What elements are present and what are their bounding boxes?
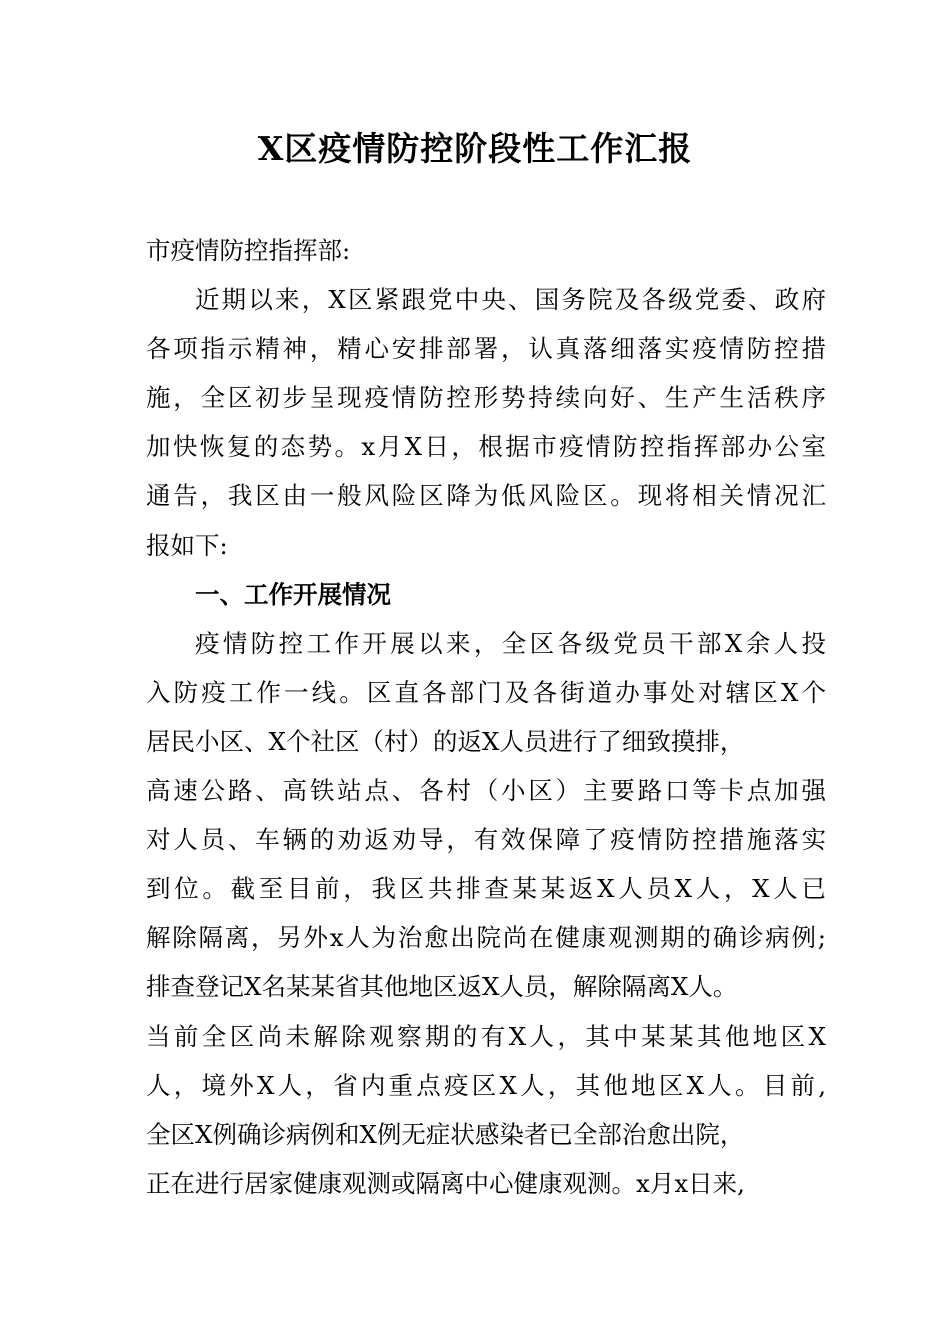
paragraph-line: 居民小区、X个社区（村）的返X人员进行了细致摸排， [146,726,745,756]
section-heading: 一、工作开展情况 [195,579,391,609]
paragraph-line: 近期以来，X区紧跟党中央、国务院及各级党委、政府 [195,285,826,315]
paragraph-line: 解除隔离，另外x人为治愈出院尚在健康观测期的确诊病例; [146,923,826,953]
paragraph-line: 排查登记X名某某省其他地区返X人员，解除隔离X人。 [146,972,738,1002]
paragraph-line: 报如下: [146,530,228,560]
paragraph-line: 人，境外X人，省内重点疫区X人，其他地区X人。目前, [146,1070,826,1100]
paragraph-line: 当前全区尚未解除观察期的有X人，其中某某其他地区X [146,1021,826,1051]
paragraph-line: 通告，我区由一般风险区降为低风险区。现将相关情况汇 [146,481,826,511]
paragraph-line: 到位。截至目前，我区共排查某某返X人员X人，X人已 [146,874,826,904]
paragraph-work-progress [146,619,826,1208]
paragraph-line: 施，全区初步呈现疫情防控形势持续向好、生产生活秩序 [146,383,826,413]
paragraph-line: 高速公路、高铁站点、各村（小区）主要路口等卡点加强 [146,776,826,806]
paragraph-intro [146,275,826,570]
paragraph-line: 正在进行居家健康观测或隔离中心健康观测。x月x日来, [146,1168,745,1198]
paragraph-line: 疫情防控工作开展以来，全区各级党员干部X余人投 [195,628,826,658]
paragraph-line: 全区X例确诊病例和X例无症状感染者已全部治愈出院， [146,1119,745,1149]
document-body [146,226,826,1208]
salutation: 市疫情防控指挥部: [146,236,351,265]
paragraph-line: 各项指示精神，精心安排部署，认真落细落实疫情防控措 [146,334,826,364]
paragraph-line: 对人员、车辆的劝返劝导，有效保障了疫情防控措施落实 [146,825,826,855]
paragraph-line: 加快恢复的态势。x月X日，根据市疫情防控指挥部办公室 [146,432,826,462]
document-title: X区疫情防控阶段性工作汇报 [257,129,693,168]
paragraph-line: 入防疫工作一线。区直各部门及各街道办事处对辖区X个 [146,677,826,707]
